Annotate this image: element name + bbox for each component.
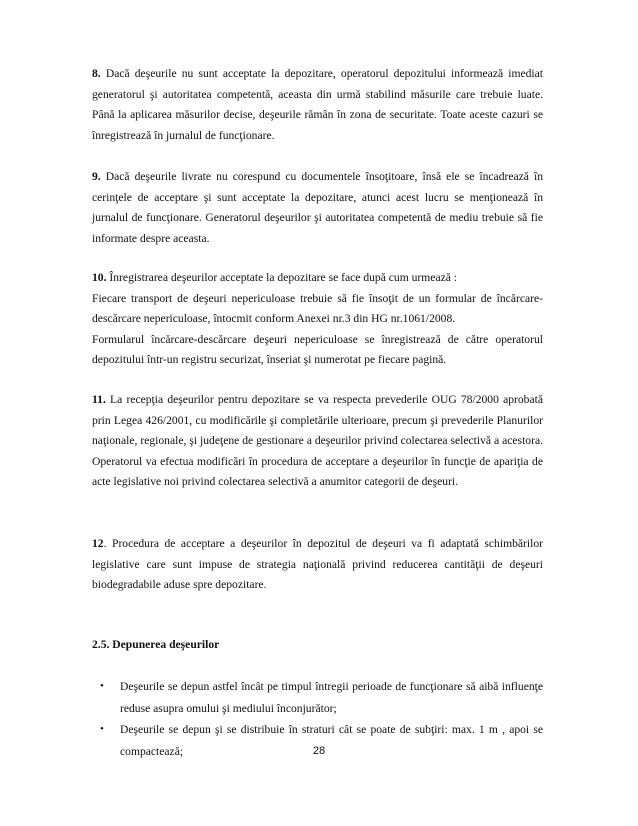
paragraph-12 [92,534,543,596]
section-heading: 2.5. Depunerea deşeurilor [92,638,220,651]
bullet-text: Deşeurile se depun astfel încât pe timpul întregii perioade de funcţionare să aibă influenţe reduse asupra omului şi mediului înconjurător; [120,680,543,715]
paragraph-9 [92,167,543,249]
paragraph-number: 8. [92,67,101,80]
bullet-icon: • [100,723,104,735]
paragraph-8 [92,64,543,146]
bullet-text: Deşeurile se depun şi se distribuie în straturi cât se poate de subţiri: max. 1 m , apoi se compactează; [120,723,543,758]
bullet-icon: • [100,680,104,692]
paragraph-text: Înregistrarea deşeurilor acceptate la depozitare se face după cum urmează : Fiecare transport de deşeuri nepericuloase trebuie să fie însoţit de un formular de încărcare-descărcare nepericuloase, întocmit conform Anexei nr.3 din HG nr.1061/2008. Formularul încărcare-descărcare deşeuri nepericuloase se înregistrează de către operatorul depozitului într-un registru securizat, înseriat şi numerotat pe fiecare pagină. [92,271,543,366]
paragraph-text: La recepţia deşeurilor pentru depozitare se va respecta prevederile OUG 78/2000 aprobată prin Legea 426/2001, cu modificările şi completările ulterioare, precum şi prevederile Planurilor naţionale, regionale, şi judeţene de gestionare a deşeurilor privind colectarea selectivă a acestora. Operatorul va efectua modificări în procedura de acceptare a deşeurilor în funcţie de apariţia de acte legislative noi privind colectarea selectivă a anumitor categorii de deşeuri. [92,393,543,488]
paragraph-number: 11. [92,393,106,406]
paragraph-text: . Procedura de acceptare a deşeurilor în depozitul de deşeuri va fi adaptată schimbărilor legislative care sunt impuse de strategia naţională privind reducerea cantităţii de deşeuri biodegradabile aduse spre depozitare. [92,537,543,591]
list-item [92,676,543,719]
paragraph-number: 12 [92,537,104,550]
paragraph-text: Dacă deşeurile nu sunt acceptate la depozitare, operatorul depozitului informează imediat generatorul şi autoritatea competentă, aceasta din urmă stabilind măsurile care trebuie luate. Până la aplicarea măsurilor decise, deşeurile rămân în zona de securitate. Toate aceste cazuri se înregistrează în jurnalul de funcţionare. [92,67,543,142]
paragraph-text: Dacă deşeurile livrate nu corespund cu documentele însoţitoare, însă ele se încadrează în cerinţele de acceptare şi sunt acceptate la depozitare, atunci acest lucru se menţionează în jurnalul de funcţionare. Generatorul deşeurilor şi autoritatea competentă de mediu trebuie să fie informate despre aceasta. [92,170,543,245]
paragraph-number: 10. [92,271,107,284]
paragraph-11 [92,390,543,493]
paragraph-10 [92,268,543,371]
page-number: 28 [312,745,326,757]
paragraph-number: 9. [92,170,101,183]
